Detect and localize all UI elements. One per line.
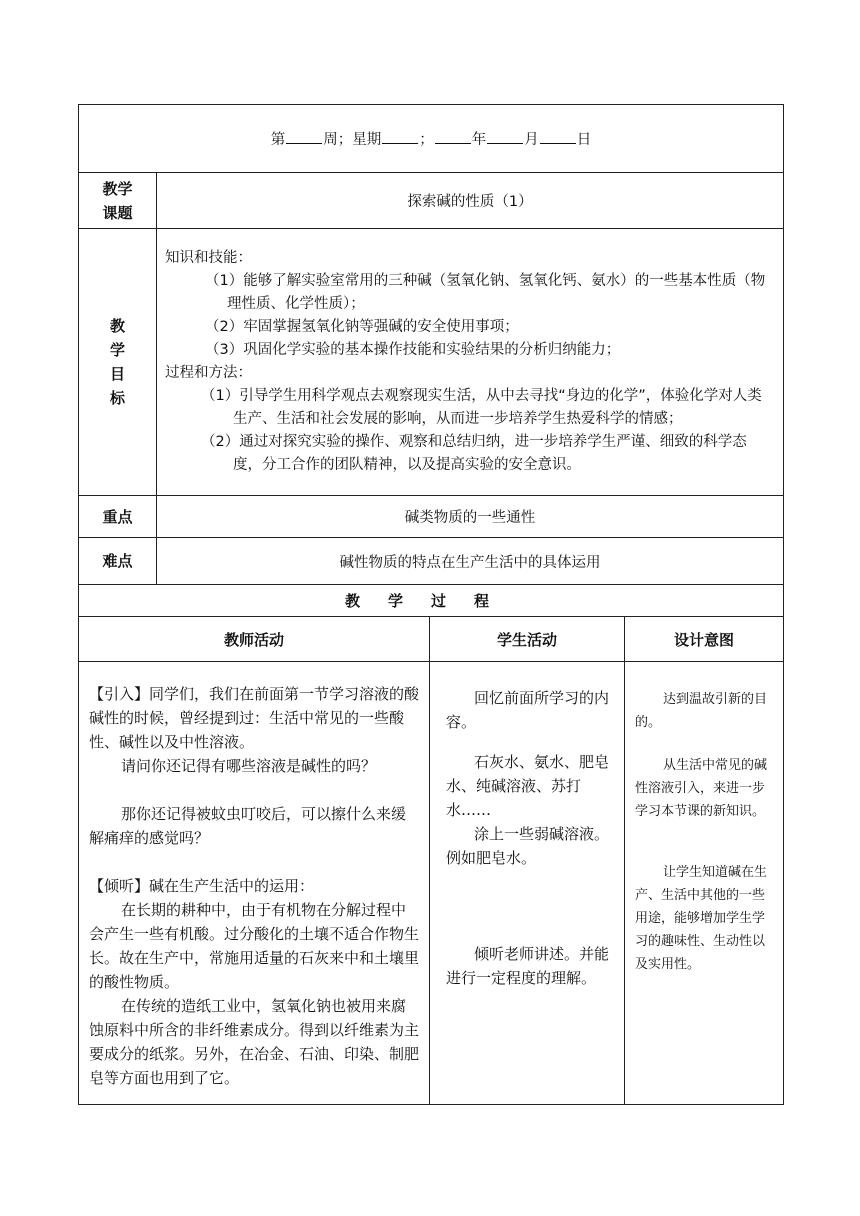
year-blank[interactable] xyxy=(435,129,471,144)
student-paragraph: 石灰水、氨水、肥皂水、纯碱溶液、苏打水…… xyxy=(446,753,610,819)
objectives-label-char: 学 xyxy=(109,341,125,359)
student-paragraph: 涂上一些弱碱溶液。例如肥皂水。 xyxy=(446,825,610,867)
teacher-paragraph: 在传统的造纸工业中，氢氧化钠也被用来腐蚀原料中所含的非纤维素成分。得到以纤维素为主要成分的纸浆。另外，在冶金、石油、印染、制肥皂等方面也用到了它。 xyxy=(89,997,420,1087)
topic-label-line1: 教学 xyxy=(102,179,133,198)
month-label: 月 xyxy=(524,132,539,148)
day-label: 日 xyxy=(576,132,592,148)
lesson-plan xyxy=(78,104,783,1105)
objective-item: （1）引导学生用科学观点去观察现实生活，从中去寻找“身边的化学”，体验化学对人类生产、生活和社会发展的影响，从而进一步培养学生热爱科学的情感； xyxy=(201,388,762,427)
weekday-blank[interactable] xyxy=(382,129,418,144)
objective-item: （1）能够了解实验室常用的三种碱（氢氧化钠、氢氧化钙、氨水）的一些基本性质（物理性质、化学性质）； xyxy=(205,273,766,312)
objectives-label-char: 标 xyxy=(109,389,125,407)
process-title: 教学过程 xyxy=(79,585,784,617)
teacher-paragraph: 请问你还记得有哪些溶液是碱性的吗？ xyxy=(121,757,377,775)
key-point-value: 碱类物质的一些通性 xyxy=(157,496,784,538)
student-paragraph: 倾听老师讲述。并能进行一定程度的理解。 xyxy=(446,945,610,987)
student-activity-cell xyxy=(430,662,625,1105)
teacher-paragraph: 【倾听】碱在生产生活中的运用： xyxy=(89,877,315,895)
day-blank[interactable] xyxy=(540,129,576,144)
objective-item: （3）巩固化学实验的基本操作技能和实验结果的分析归纳能力； xyxy=(205,342,621,358)
student-activity-header: 学生活动 xyxy=(430,617,625,662)
objective-item: （2）通过对探究实验的操作、观察和总结归纳，进一步培养学生严谨、细致的科学态度，分工合作的团队精神，以及提高实验的安全意识。 xyxy=(201,434,747,473)
design-paragraph: 让学生知道碱在生产、生活中其他的一些用途，能够增加学生学习的趣味性、生动性以及实用性。 xyxy=(635,865,768,972)
key-point-label: 重点 xyxy=(79,496,157,538)
design-intent-header: 设计意图 xyxy=(625,617,784,662)
objective-item: （2）牢固掌握氢氧化钠等强碱的安全使用事项； xyxy=(205,319,519,335)
teacher-paragraph: 【引入】同学们，我们在前面第一节学习溶液的酸碱性的时候，曾经提到过：生活中常见的一些酸性、碱性以及中性溶液。 xyxy=(89,685,420,751)
year-label: 年 xyxy=(471,132,487,148)
date-separator: ； xyxy=(419,132,434,148)
topic-value: 探索碱的性质（1） xyxy=(157,173,784,229)
teacher-activity-header: 教师活动 xyxy=(79,617,430,662)
student-paragraph: 回忆前面所学习的内容。 xyxy=(446,689,610,731)
topic-label-line2: 课题 xyxy=(102,203,133,222)
objectives-label xyxy=(79,229,157,496)
difficulty-label: 难点 xyxy=(79,538,157,585)
objectives-content xyxy=(157,229,784,496)
difficulty-value: 碱性物质的特点在生产生活中的具体运用 xyxy=(157,538,784,585)
month-blank[interactable] xyxy=(487,129,523,144)
lesson-plan-table xyxy=(78,104,784,1105)
objectives-section-title: 知识和技能： xyxy=(165,250,252,266)
teacher-paragraph: 在长期的耕种中，由于有机物在分解过程中会产生一些有机酸。过分酸化的土壤不适合作物生长。故在生产中，常施用适量的石灰来中和土壤里的酸性物质。 xyxy=(89,901,420,991)
teacher-paragraph: 那你还记得被蚊虫叮咬后，可以擦什么来缓解痛痒的感觉吗？ xyxy=(89,805,407,847)
topic-label xyxy=(79,173,157,229)
design-paragraph: 从生活中常见的碱性溶液引入，来进一步学习本节课的新知识。 xyxy=(635,758,768,819)
teacher-activity-cell xyxy=(79,662,430,1105)
date-row xyxy=(79,105,784,173)
objectives-label-char: 教 xyxy=(109,317,125,335)
design-paragraph: 达到温故引新的目的。 xyxy=(635,692,768,730)
weekday-label: 周；星期 xyxy=(323,132,382,148)
objectives-section-title: 过程和方法： xyxy=(165,365,252,381)
design-intent-cell xyxy=(625,662,784,1105)
objectives-label-char: 目 xyxy=(109,365,125,383)
week-blank[interactable] xyxy=(286,129,322,144)
week-prefix: 第 xyxy=(270,132,286,148)
